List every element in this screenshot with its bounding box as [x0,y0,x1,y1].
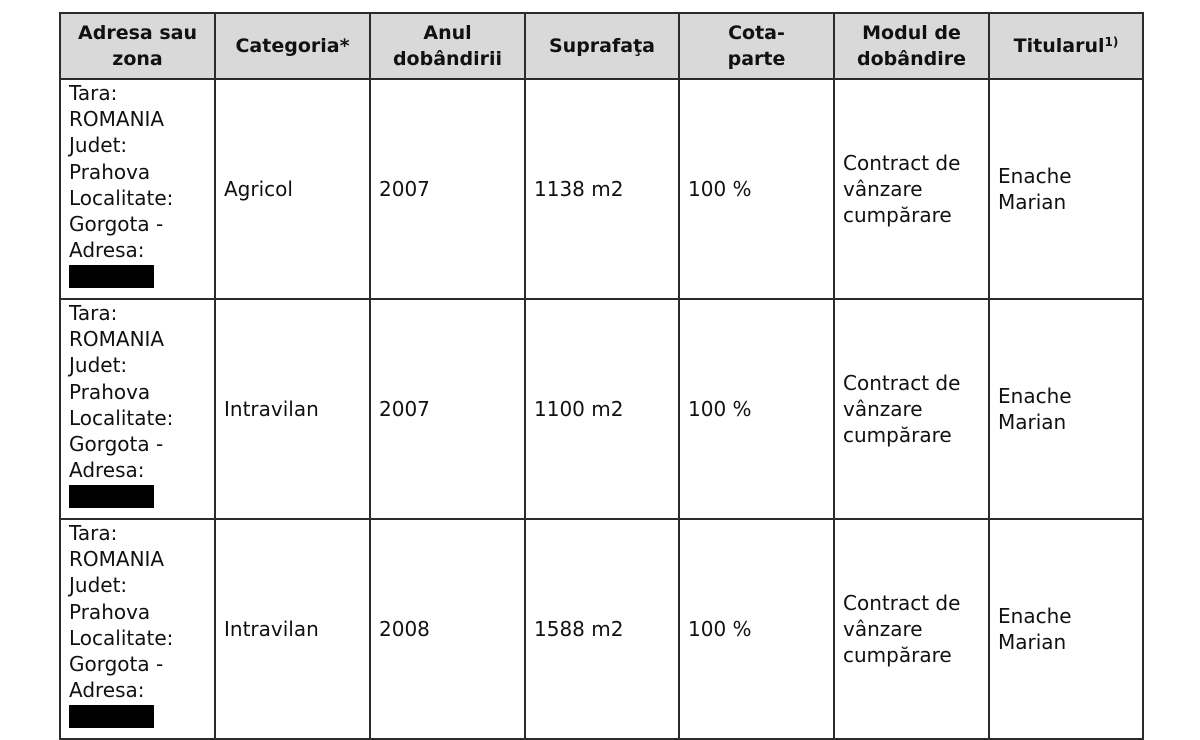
address-cell: Tara: ROMANIA Judet: Prahova Localitate: Gorgota - Adresa: [60,79,215,299]
year-cell: 2007 [370,299,525,519]
acquisition-mode-cell: Contract de vânzare cumpărare [834,299,989,519]
table-row [60,519,1143,739]
header-share: Cota- parte [679,13,834,79]
header-acquisition-mode: Modul de dobândire [834,13,989,79]
acquisition-mode-cell: Contract de vânzare cumpărare [834,79,989,299]
redaction-bar [69,485,154,508]
header-area: Suprafaţa [525,13,679,79]
land-assets-table [59,12,1144,740]
redaction-bar [69,265,154,288]
header-address: Adresa sau zona [60,13,215,79]
footnote-marker: 1) [1104,35,1119,49]
address-cell: Tara: ROMANIA Judet: Prahova Localitate: Gorgota - Adresa: [60,519,215,739]
share-cell: 100 % [679,519,834,739]
holder-cell: Enache Marian [989,299,1143,519]
area-cell: 1100 m2 [525,299,679,519]
year-cell: 2008 [370,519,525,739]
share-cell: 100 % [679,79,834,299]
share-cell: 100 % [679,299,834,519]
header-holder: Titularul$^{1)}$ [989,13,1143,79]
header-year: Anul dobândirii [370,13,525,79]
address-cell: Tara: ROMANIA Judet: Prahova Localitate: Gorgota - Adresa: [60,299,215,519]
acquisition-mode-cell: Contract de vânzare cumpărare [834,519,989,739]
area-cell: 1138 m2 [525,79,679,299]
holder-cell: Enache Marian [989,519,1143,739]
category-cell: Agricol [215,79,370,299]
header-category: Categoria* [215,13,370,79]
category-cell: Intravilan [215,519,370,739]
table-header-row [60,13,1143,79]
holder-cell: Enache Marian [989,79,1143,299]
year-cell: 2007 [370,79,525,299]
table-row [60,79,1143,299]
redaction-bar [69,705,154,728]
table-row [60,299,1143,519]
area-cell: 1588 m2 [525,519,679,739]
category-cell: Intravilan [215,299,370,519]
